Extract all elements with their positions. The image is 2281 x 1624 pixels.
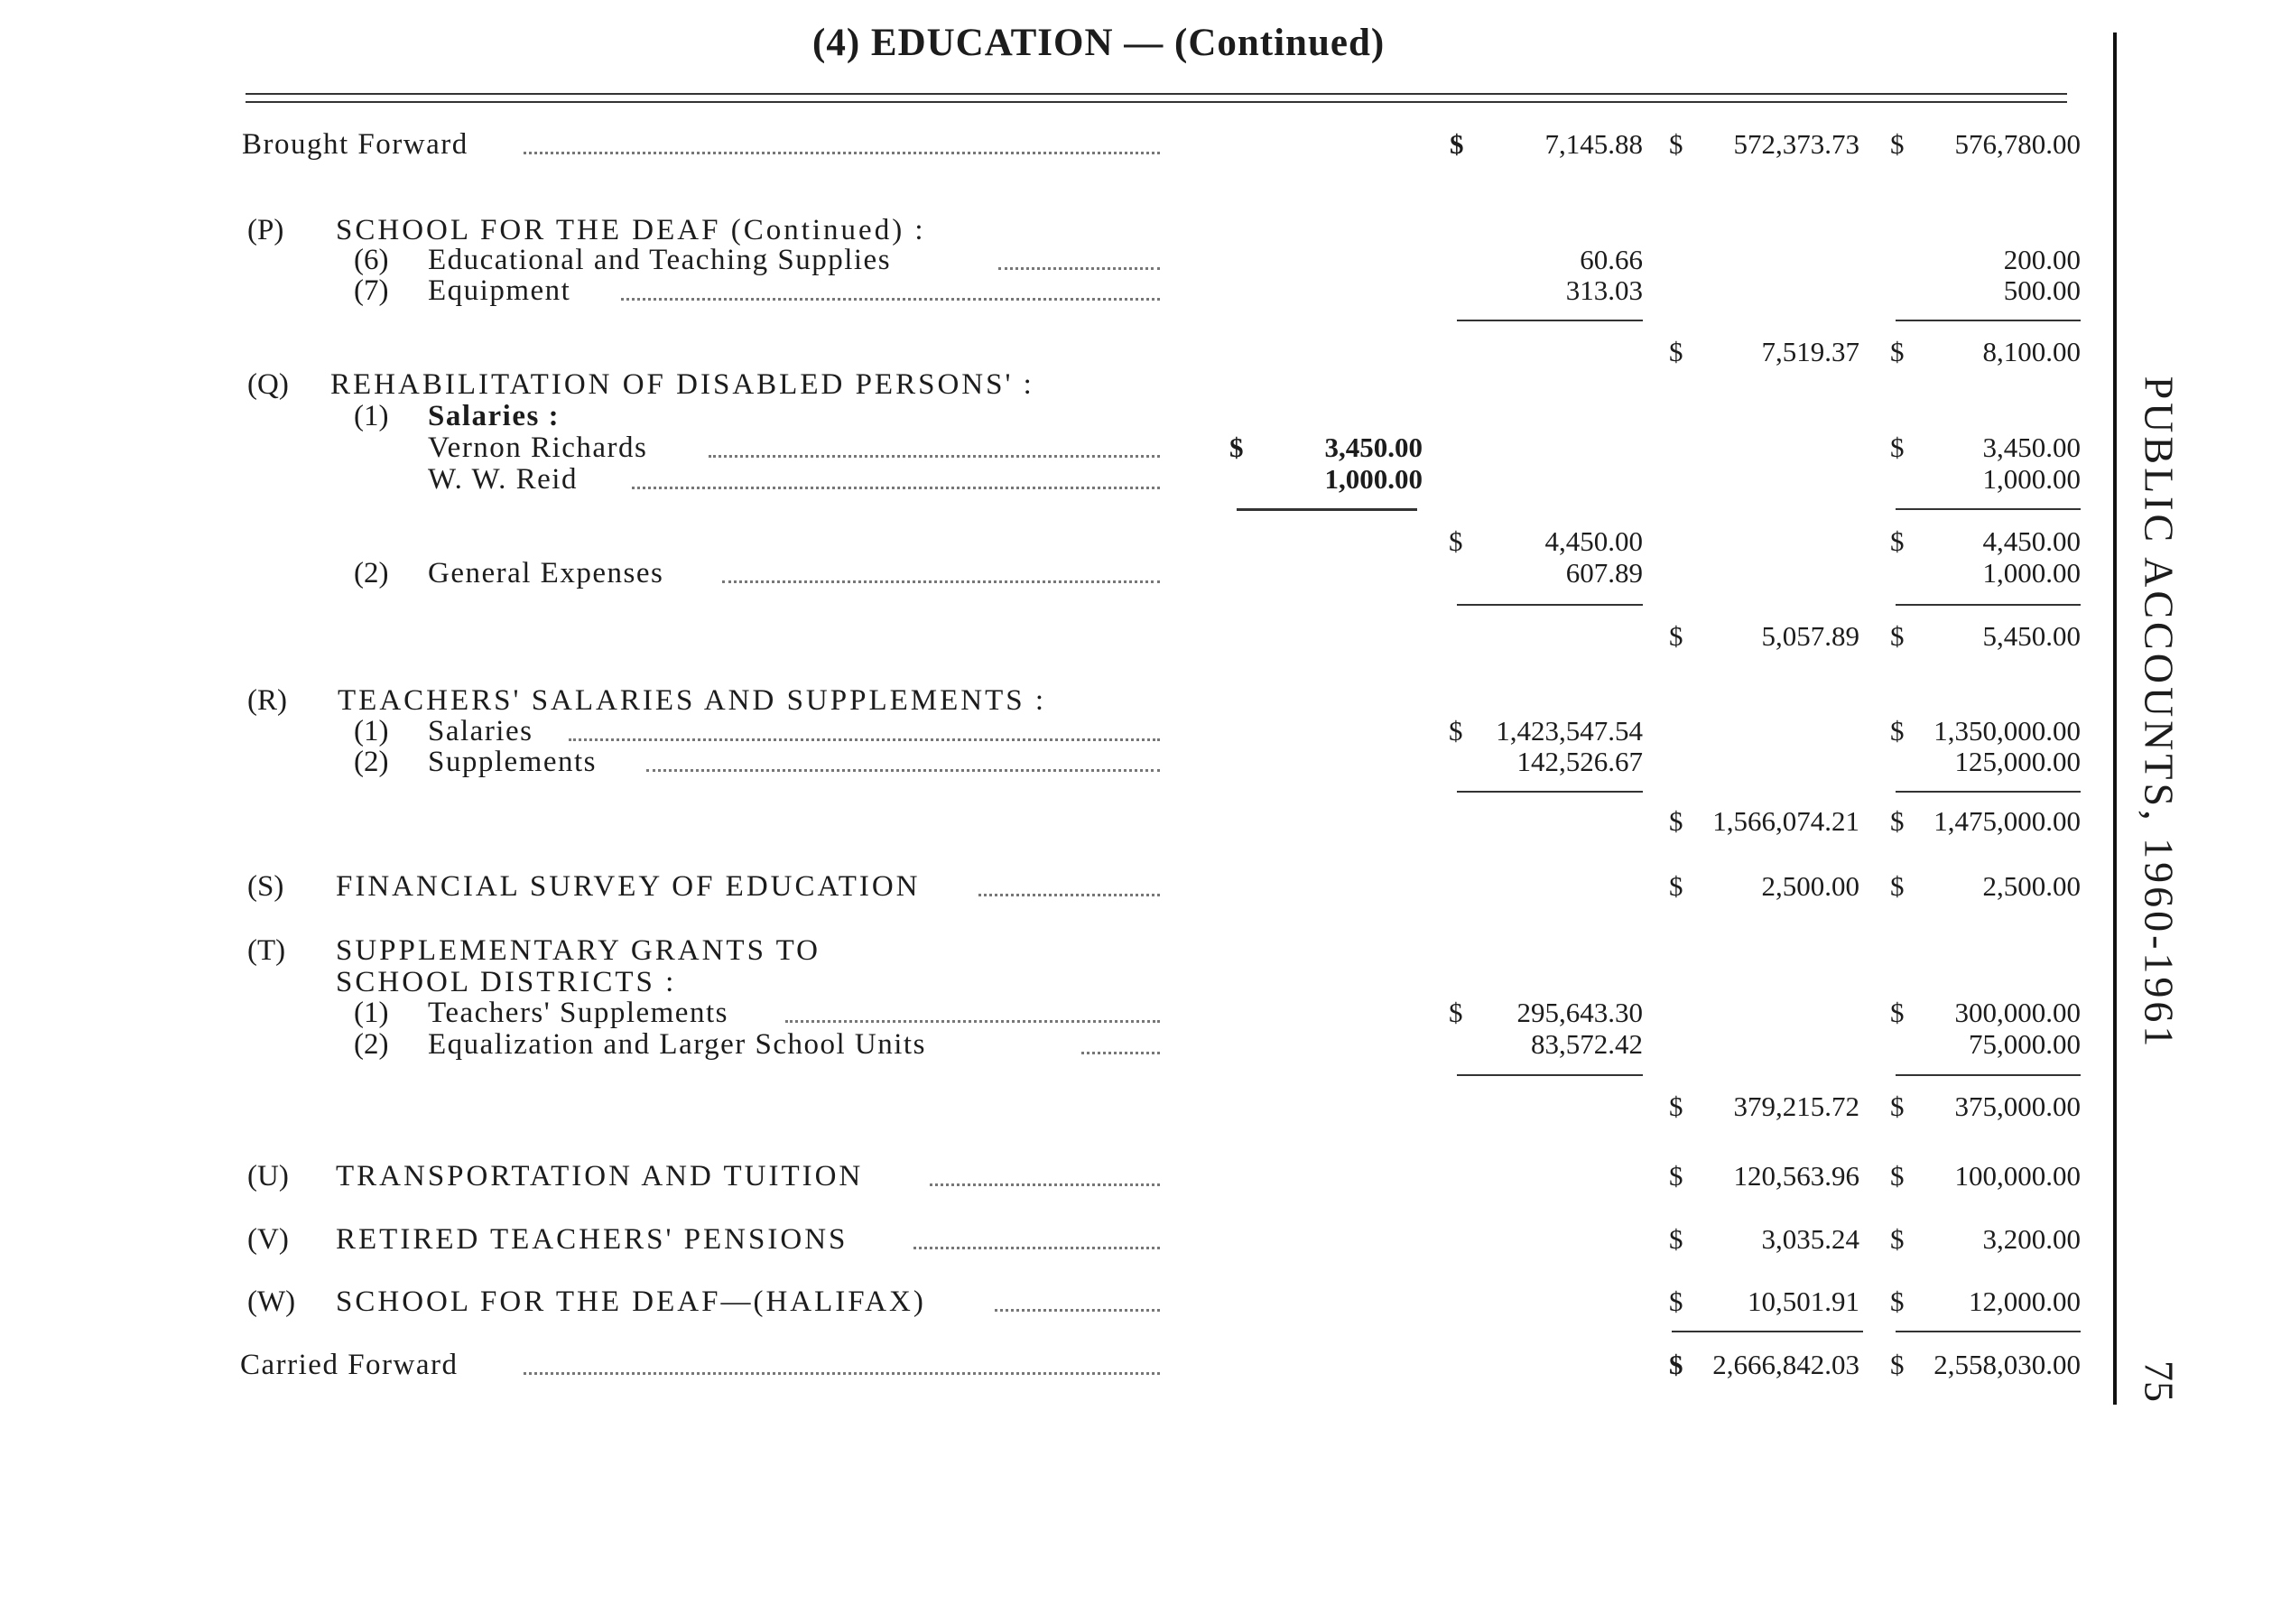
item-label: Salaries :: [428, 400, 561, 432]
dot-leader: [646, 769, 1160, 772]
item-number: (7): [354, 274, 389, 307]
section-u-col3: 120,563.96: [1733, 1160, 1859, 1192]
section-w-letter: (W): [247, 1285, 296, 1318]
section-t-letter: (T): [247, 934, 286, 967]
dot-leader: [998, 267, 1160, 270]
dollar-sign: $: [1890, 715, 1905, 747]
dollar-sign: $: [1449, 525, 1463, 557]
section-p-heading: SCHOOL FOR THE DEAF (Continued) :: [336, 214, 926, 246]
person-col1: 3,450.00: [1324, 432, 1423, 463]
item-col4: 75,000.00: [1969, 1028, 2081, 1060]
dollar-sign: $: [1669, 1160, 1683, 1192]
dollar-sign: $: [1890, 620, 1905, 652]
section-q-letter: (Q): [247, 368, 289, 401]
brought-forward-col4: 576,780.00: [1954, 128, 2081, 160]
section-t-total-col4: 375,000.00: [1954, 1090, 2081, 1122]
section-p-total-col4: 8,100.00: [1982, 336, 2081, 367]
section-t-heading: SUPPLEMENTARY GRANTS TO: [336, 934, 821, 967]
section-q-sub2-col4: 1,000.00: [1982, 557, 2081, 589]
dot-leader: [785, 1020, 1160, 1023]
person-col4: 3,450.00: [1982, 432, 2081, 463]
item-label: Equalization and Larger School Units: [428, 1028, 926, 1061]
subtotal-rule: [1896, 1074, 2081, 1076]
dollar-sign: $: [1890, 432, 1905, 463]
dot-leader: [722, 580, 1160, 583]
dollar-sign: $: [1449, 715, 1463, 747]
dollar-sign: $: [1890, 1160, 1905, 1192]
person-col4: 1,000.00: [1982, 463, 2081, 495]
item-label: General Expenses: [428, 557, 664, 589]
dollar-sign: $: [1669, 1285, 1683, 1317]
section-v-letter: (V): [247, 1223, 289, 1256]
dollar-sign: $: [1229, 432, 1244, 463]
section-v-col4: 3,200.00: [1982, 1223, 2081, 1255]
dot-leader: [913, 1247, 1160, 1249]
title-double-rule-top: [246, 93, 2067, 95]
subtotal-rule: [1896, 320, 2081, 321]
item-col2: 142,526.67: [1516, 746, 1643, 777]
dollar-sign: $: [1890, 336, 1905, 367]
subtotal-rule: [1457, 604, 1643, 606]
title-double-rule-bottom: [246, 101, 2067, 103]
dot-leader: [978, 894, 1160, 896]
item-col2: 295,643.30: [1516, 997, 1643, 1028]
item-number: (2): [354, 1028, 389, 1061]
dollar-sign: $: [1890, 1090, 1905, 1122]
dot-leader: [524, 1372, 1160, 1375]
dollar-sign: $: [1890, 1349, 1905, 1380]
dollar-sign: $: [1669, 870, 1683, 902]
section-s-col3: 2,500.00: [1761, 870, 1859, 902]
section-q-sub1-total-col4: 4,450.00: [1982, 525, 2081, 557]
item-col4: 500.00: [2003, 274, 2081, 306]
section-v-heading: RETIRED TEACHERS' PENSIONS: [336, 1223, 848, 1256]
dot-leader: [709, 455, 1160, 458]
dollar-sign: $: [1449, 997, 1463, 1028]
subtotal-rule: [1896, 791, 2081, 793]
person-name: W. W. Reid: [428, 463, 578, 496]
item-number: (2): [354, 557, 389, 589]
item-number: (1): [354, 400, 389, 432]
section-t-heading-line2: SCHOOL DISTRICTS :: [336, 966, 677, 998]
item-col2: 60.66: [1580, 244, 1643, 275]
dollar-sign: $: [1890, 1223, 1905, 1255]
margin-vertical-rule: [2113, 32, 2117, 1405]
subtotal-rule: [1457, 320, 1643, 321]
brought-forward-label: Brought Forward: [242, 128, 468, 161]
subtotal-rule: [1896, 604, 2081, 606]
item-label: Equipment: [428, 274, 571, 307]
dollar-sign: $: [1890, 1285, 1905, 1317]
dollar-sign: $: [1669, 1223, 1683, 1255]
section-q-total-col4: 5,450.00: [1982, 620, 2081, 652]
section-s-heading: FINANCIAL SURVEY OF EDUCATION: [336, 870, 921, 903]
section-q-sub1-total-col2: 4,450.00: [1544, 525, 1643, 557]
dot-leader: [930, 1183, 1160, 1186]
dot-leader: [621, 298, 1160, 301]
item-col2: 83,572.42: [1531, 1028, 1643, 1060]
subtotal-rule: [1457, 791, 1643, 793]
item-number: (6): [354, 244, 389, 276]
section-p-letter: (P): [247, 214, 284, 246]
person-name: Vernon Richards: [428, 432, 648, 464]
section-w-col3: 10,501.91: [1748, 1285, 1859, 1317]
section-q-heading: REHABILITATION OF DISABLED PERSONS' :: [330, 368, 1034, 401]
dot-leader: [569, 738, 1160, 741]
brought-forward-col2: 7,145.88: [1544, 128, 1643, 160]
section-p-total-col3: 7,519.37: [1761, 336, 1859, 367]
section-w-col4: 12,000.00: [1969, 1285, 2081, 1317]
dollar-sign: $: [1890, 805, 1905, 837]
carried-forward-col3: 2,666,842.03: [1712, 1349, 1859, 1380]
dollar-sign: $: [1669, 1090, 1683, 1122]
section-t-total-col3: 379,215.72: [1733, 1090, 1859, 1122]
page-number: 75: [2136, 1360, 2183, 1402]
dollar-sign: $: [1890, 997, 1905, 1028]
item-col2: 1,423,547.54: [1496, 715, 1643, 747]
subtotal-rule: [1237, 508, 1417, 511]
total-rule: [1672, 1331, 1863, 1332]
section-u-letter: (U): [247, 1160, 289, 1192]
subtotal-rule: [1896, 508, 2081, 510]
section-s-letter: (S): [247, 870, 284, 903]
dollar-sign: $: [1669, 620, 1683, 652]
section-v-col3: 3,035.24: [1761, 1223, 1859, 1255]
dot-leader: [995, 1309, 1160, 1312]
section-r-total-col4: 1,475,000.00: [1933, 805, 2081, 837]
section-q-total-col3: 5,057.89: [1761, 620, 1859, 652]
dollar-sign: $: [1890, 525, 1905, 557]
dollar-sign: $: [1669, 336, 1683, 367]
dollar-sign: $: [1890, 128, 1905, 160]
dollar-sign: $: [1890, 870, 1905, 902]
dot-leader: [1081, 1052, 1160, 1054]
section-r-heading: TEACHERS' SALARIES AND SUPPLEMENTS :: [338, 684, 1047, 717]
item-col4: 1,350,000.00: [1933, 715, 2081, 747]
section-s-col4: 2,500.00: [1982, 870, 2081, 902]
section-u-col4: 100,000.00: [1954, 1160, 2081, 1192]
brought-forward-col3: 572,373.73: [1733, 128, 1859, 160]
section-q-sub2-col2: 607.89: [1565, 557, 1643, 589]
dollar-sign: $: [1669, 805, 1683, 837]
item-label: Salaries: [428, 715, 533, 747]
item-col4: 200.00: [2003, 244, 2081, 275]
dot-leader: [524, 152, 1160, 154]
item-number: (1): [354, 715, 389, 747]
carried-forward-label: Carried Forward: [240, 1349, 459, 1381]
total-rule: [1896, 1331, 2081, 1332]
item-label: Supplements: [428, 746, 597, 778]
dollar-sign: $: [1450, 128, 1464, 160]
running-head: PUBLIC ACCOUNTS, 1960-1961: [2136, 376, 2183, 1051]
section-w-heading: SCHOOL FOR THE DEAF—(HALIFAX): [336, 1285, 926, 1318]
item-col2: 313.03: [1565, 274, 1643, 306]
item-label: Teachers' Supplements: [428, 997, 728, 1029]
section-r-letter: (R): [247, 684, 287, 717]
item-col4: 125,000.00: [1954, 746, 2081, 777]
item-number: (2): [354, 746, 389, 778]
item-number: (1): [354, 997, 389, 1029]
section-r-total-col3: 1,566,074.21: [1712, 805, 1859, 837]
item-col4: 300,000.00: [1954, 997, 2081, 1028]
item-label: Educational and Teaching Supplies: [428, 244, 892, 276]
subtotal-rule: [1457, 1074, 1643, 1076]
section-u-heading: TRANSPORTATION AND TUITION: [336, 1160, 864, 1192]
page-title: (4) EDUCATION — (Continued): [812, 22, 1386, 64]
dot-leader: [632, 487, 1160, 489]
carried-forward-col4: 2,558,030.00: [1933, 1349, 2081, 1380]
dollar-sign: $: [1669, 128, 1683, 160]
person-col1: 1,000.00: [1324, 463, 1423, 495]
dollar-sign: $: [1669, 1349, 1683, 1380]
